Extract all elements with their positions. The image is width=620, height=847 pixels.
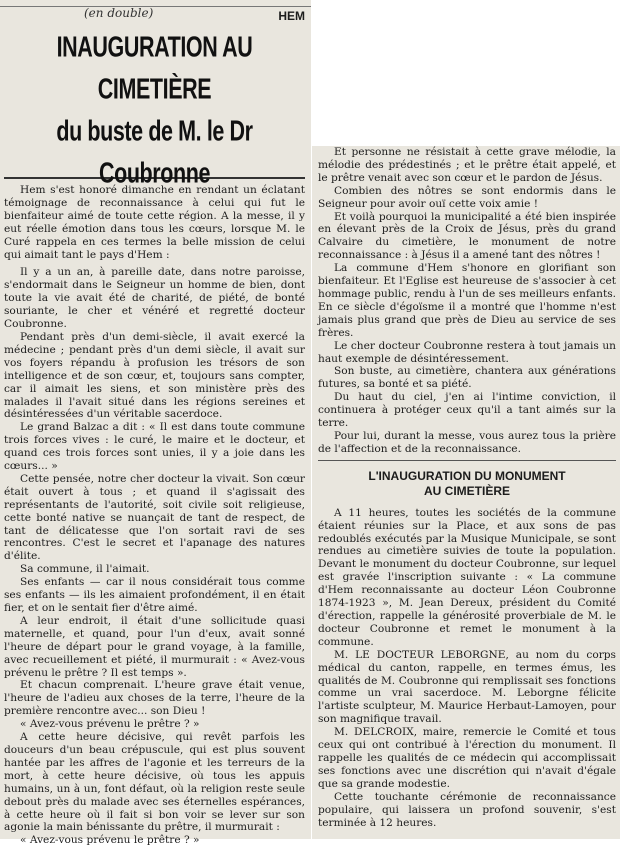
paragraph: Et personne ne résistait à cette grave mélodie, la mélodie des prédestinés ; et le prêtre était appelé, et le prêtre venait avec son cœur et le pardon de Jésus. [318,146,616,184]
subheading-line-1: L'INAUGURATION DU MONUMENT [368,468,566,483]
paragraph: La commune d'Hem s'honore en glorifiant son bienfaiteur. Et l'Eglise est heureuse de s'associer à cet hommage public, rendu à l'un de ses meilleurs enfants. En ce siècle d'égoïsme il a montré que l'homme n'est jamais plus grand que près de Dieu au service de ses frères. [318,262,616,339]
paragraph: A cette heure décisive, qui revêt parfois les douceurs d'un beau crépuscule, qui est plus souvent hantée par les affres de l'agonie et les terreurs de la mort, à cette heure décisive, où tous les appuis humains, un à un, font défaut, où la religion reste seule debout près du malade avec ses éternelles espérances, à cette heure où il fait si bon voir se lever sur son agonie la main bénissante du prêtre, il murmurait : [4,731,305,834]
paragraph: Le cher docteur Coubronne restera à tout jamais un haut exemple de désintéressement. [318,339,616,365]
paragraph: Pendant près d'un demi-siècle, il avait exercé la médecine ; pendant près d'un demi siècle, il avait sur vos foyers répandu à profusion les trésors de son intelligence et de son cœur, et, toujours sans compter, car il aimait les siens, et son ministère près des malades il l'avait situé dans les régions sereines et désintéressées d'un véritable sacerdoce. [4,330,305,421]
paragraph: Cette touchante cérémonie de reconnaissance populaire, qui laissera un profond souvenir, s'est terminée à 12 heures. [318,790,616,829]
handwritten-note: (en double) [84,6,154,20]
paragraph: M. DELCROIX, maire, remercie le Comité et tous ceux qui ont contribué à l'érection du monument. Il rappelle les qualités de ce médecin qui accomplissait ses fonctions avec une discrétion qui n'avait d'égale que sa grande modestie. [318,726,616,790]
section-label: HEM [278,9,305,23]
paragraph: Sa commune, il l'aimait. [20,563,150,576]
paragraph: Combien des nôtres se sont endormis dans le Seigneur pour avoir ouï cette voix amie ! [318,184,616,210]
left-article-body [4,184,305,847]
paragraph: Il y a un an, à pareille date, dans notre paroisse, s'endormait dans le Seigneur un homme de bien, dont toute la vie avait été de charité, de piété, de bonté souriante, le cher et vénéré et regretté docteur Coubronne. [4,266,305,331]
paragraph: M. LE DOCTEUR LEBORGNE, au nom du corps médical du canton, rappelle, en termes émus, les qualités de M. Coubronne qui remplissait ses fonctions comme un vrai sacerdoce. M. Leborgne félicite l'artiste sculpteur, M. Maurice Herbaut-Lamoyen, pour son magnifique travail. [318,648,616,726]
subheading [318,469,616,499]
right-article-body-bottom [318,507,616,830]
paragraph: Hem s'est honoré dimanche en rendant un éclatant témoignage de reconnaissance à celui qui fut le bienfaiteur aimé de toute cette région. A la messe, il y eut réelle émotion dans tous les cœurs, lorsque M. le Curé rappela en ces termes la belle mission de celui qui aimait tant le pays d'Hem : [4,184,305,261]
paragraph: Ses enfants — car il nous considérait tous comme ses enfants — ils les aimaient profondément, il en était fier, et on le sentait fier d'être aimé. [4,576,305,614]
paragraph: Du haut du ciel, j'en ai l'intime conviction, il continuera à protéger ceux qu'il a tant aimés sur la terre. [318,391,616,430]
paragraph: A 11 heures, toutes les sociétés de la commune étaient réunies sur la Place, et aux sons de pas redoublés exécutés par la Musique Municipale, se sont rendues au cimetière suivies de toute la population. Devant le monument du docteur Coubronne, sur lequel est gravée l'inscription suivante : « La commune d'Hem reconnaissante au docteur Léon Coubronne 1874-1923 », M. Jean Dereux, président du Comité d'érection, rappelle la générosité proverbiale de M. le docteur Coubronne et remet le monument à la commune. [318,506,616,648]
headline [4,27,305,194]
headline-line-1: INAUGURATION AU CIMETIÈRE [56,31,253,106]
paragraph: Son buste, au cimetière, chantera aux générations futures, sa bonté et sa piété. [318,365,616,391]
paragraph: « Avez-vous prévenu le prêtre ? » [20,834,200,847]
paragraph: Le grand Balzac a dit : « Il est dans toute commune trois forces vives : le curé, le maire et le docteur, et quand ces trois forces sont unies, il y a joie dans les cœurs... » [4,421,305,473]
section-rule [318,460,616,461]
subheading-line-2: AU CIMETIÈRE [423,483,510,498]
paragraph: Et voilà pourquoi la municipalité a été bien inspirée en élevant près de la Croix de Jésus, près du grand Calvaire du cimetière, le monument de notre reconnaissance : à Jésus il a amené tant des nôtres ! [318,210,616,262]
paragraph: Pour lui, durant la messe, vous aurez tous la prière de l'affection et de la reconnaissance. [318,429,616,455]
right-column [312,146,620,839]
paragraph: A leur endroit, il était d'une sollicitude quasi maternelle, et quand, pour l'un d'eux, avait sonné l'heure de départ pour le grand voyage, à la famille, avec recueillement et piété, il murmurait : « Avez-vous prévenu le prêtre ? Il est temps ». [4,614,305,679]
paragraph: Et chacun comprenait. L'heure grave était venue, l'heure de l'adieu aux choses de la terre, l'heure de la première rencontre avec... son Dieu ! [4,679,305,718]
right-article-body-top [318,146,616,456]
headline-line-2: du buste de M. le Dr Coubronne [56,114,253,189]
paragraph: « Avez-vous prévenu le prêtre ? » [20,718,200,731]
paragraph: Cette pensée, notre cher docteur la vivait. Son cœur était ouvert à tous ; et quand il s'agissait des représentants de l'autorité, soit civile soit religieuse, cette bonté native se nuançait de tant de respect, de tant de délicatesse que l'on sortait ravi de ses rencontres. C'est le secret et l'apanage des natures d'élite. [4,472,305,563]
